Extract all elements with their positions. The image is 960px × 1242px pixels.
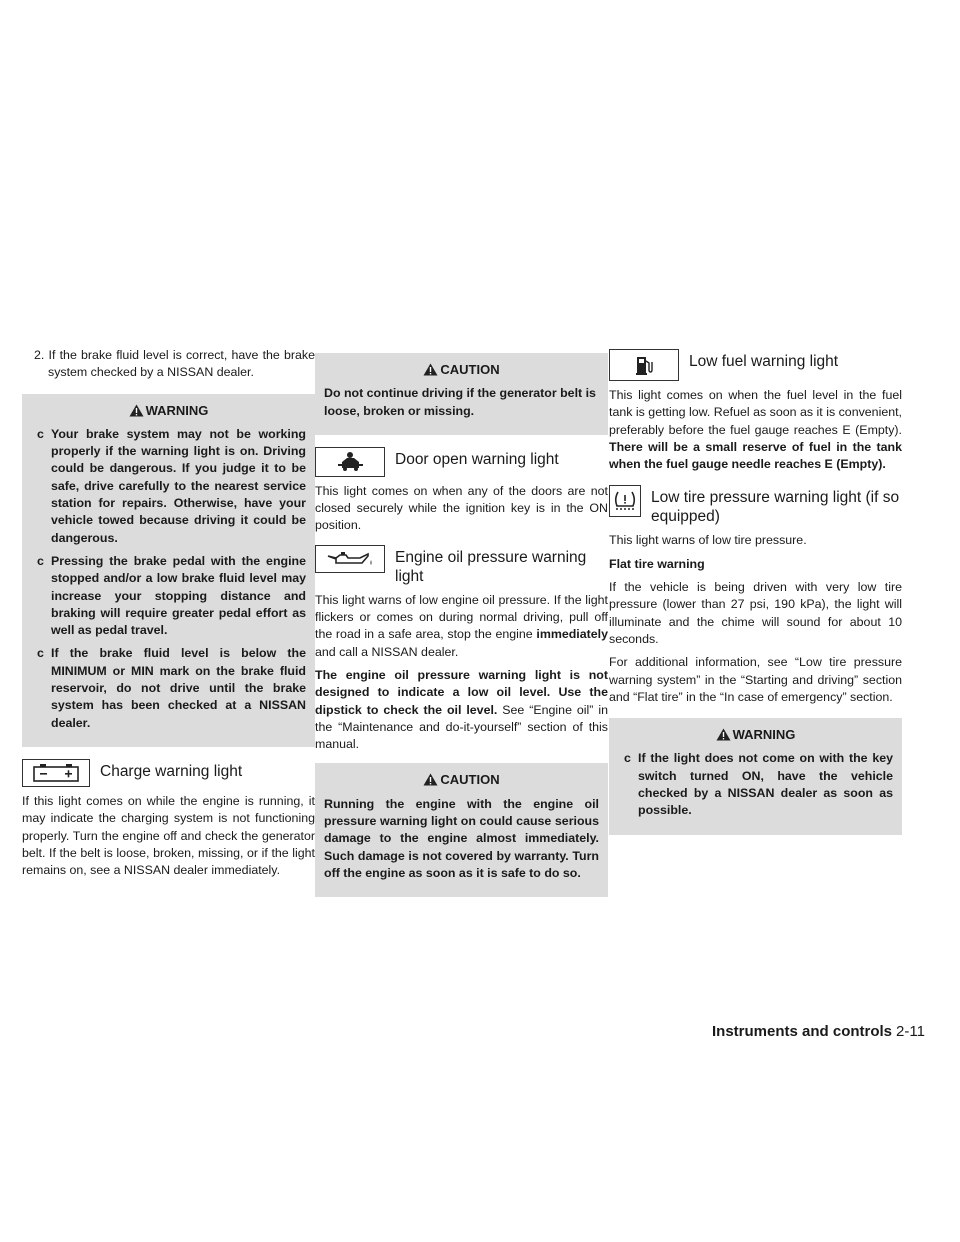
charge-body: If this light comes on while the engine is running, it may indicate the charging system is not functioning properly. Turn the engine off and check the generator belt. If the belt is loose, broken, missing, or if the light remains on, see a NISSAN dealer immediately.	[22, 793, 315, 878]
door-heading	[315, 447, 608, 477]
tire-body: This light warns of low tire pressure.	[609, 533, 807, 548]
caution-title: CAUTION	[324, 361, 599, 378]
fuel-body: This light comes on when the fuel level in the fuel tank is getting low. Refuel as soon as it is convenient, preferably before the fuel gauge reaches E (Empty). There will be a small reserve of fuel in the tank when the fuel gauge needle reaches E (Empty).	[609, 388, 902, 472]
fuel-pump-icon	[609, 349, 679, 381]
footer-page-number: 2-11	[896, 1023, 925, 1040]
warning-list	[618, 750, 893, 819]
charge-heading-text: Charge warning light	[100, 762, 243, 780]
warning-title: WARNING	[31, 402, 306, 419]
warning-list	[31, 426, 306, 732]
oil-body-1: This light warns of low engine oil pressure. If the light flickers or comes on during normal driving, pull off the road in a safe area, stop the engine immediately and call a NISSAN dealer.	[315, 592, 608, 659]
tire-heading	[609, 485, 902, 526]
brake-step-2: 2. If the brake fluid level is correct, have the brake system checked by a NISSAN dealer.	[34, 348, 315, 380]
caution-box	[315, 353, 608, 435]
page-footer	[712, 1023, 925, 1040]
oil-can-icon	[315, 545, 385, 573]
column-3	[609, 347, 902, 847]
warning-bullet: c If the light does not come on with the key switch turned ON, have the vehicle checked by a NISSAN dealer as soon as possible.	[624, 751, 893, 818]
battery-icon	[22, 759, 90, 787]
footer-section: Instruments and controls	[712, 1023, 893, 1040]
flat-tire-body: If the vehicle is being driven with very low tire pressure (lower than 27 psi, 190 kPa), the light will illuminate and the chime will sound for about 10 seconds.	[609, 580, 902, 646]
warning-triangle-icon	[716, 728, 731, 741]
oil-heading-text: Engine oil pressure warning light	[395, 548, 587, 585]
column-1	[22, 347, 315, 885]
fuel-heading	[609, 349, 902, 381]
caution-title: CAUTION	[324, 771, 599, 788]
fuel-heading-text: Low fuel warning light	[689, 353, 839, 370]
warning-triangle-icon	[423, 773, 438, 786]
door-open-icon	[315, 447, 385, 477]
charge-heading	[22, 759, 315, 787]
tire-pressure-icon	[609, 485, 641, 517]
door-heading-text: Door open warning light	[395, 450, 559, 468]
flat-tire-subheading: Flat tire warning	[609, 556, 705, 571]
caution-body-2: Running the engine with the engine oil pressure warning light on could cause serious damage to the engine almost immediately. Such damage is not covered by warranty. Turn off the engine as soon as it is safe to do so.	[324, 796, 599, 880]
oil-heading	[315, 545, 608, 586]
warning-bullet: c Pressing the brake pedal with the engine stopped and/or a low brake fluid level may increase your stopping distance and braking will require greater pedal effort as well as pedal travel.	[37, 553, 306, 638]
warning-title: WARNING	[618, 726, 893, 743]
warning-bullet: c Your brake system may not be working properly if the warning light is on. Driving could be dangerous. If you judge it to be safe, drive carefully to the nearest service station for repairs. Otherwise, have your vehicle towed because driving it could be dangerous.	[37, 426, 306, 545]
warning-triangle-icon	[129, 404, 144, 417]
warning-box-3	[609, 718, 902, 834]
warning-bullet: c If the brake fluid level is below the MINIMUM or MIN mark on the brake fluid reservoir, do not drive until the brake system has been checked at a NISSAN dealer.	[37, 646, 306, 730]
caution-body: Do not continue driving if the generator belt is loose, broken or missing.	[324, 386, 596, 418]
oil-body-2: The engine oil pressure warning light is not designed to indicate a low oil level. Use the dipstick to check the oil level. See “Engine oil” in the “Maintenance and do-it-yourself” section of this manual.	[315, 667, 608, 752]
column-2	[315, 347, 608, 909]
door-body: This light comes on when any of the doors are not closed securely while the ignition key is in the ON position.	[315, 483, 608, 533]
tire-heading-text: Low tire pressure warning light (if so equipped)	[651, 489, 900, 526]
additional-info: For additional information, see “Low tire pressure warning system” in the “Starting and driving” section and “Flat tire” in the “In case of emergency” section.	[609, 655, 902, 704]
warning-triangle-icon	[423, 363, 438, 376]
warning-box	[22, 394, 315, 747]
caution-box-2	[315, 763, 608, 897]
